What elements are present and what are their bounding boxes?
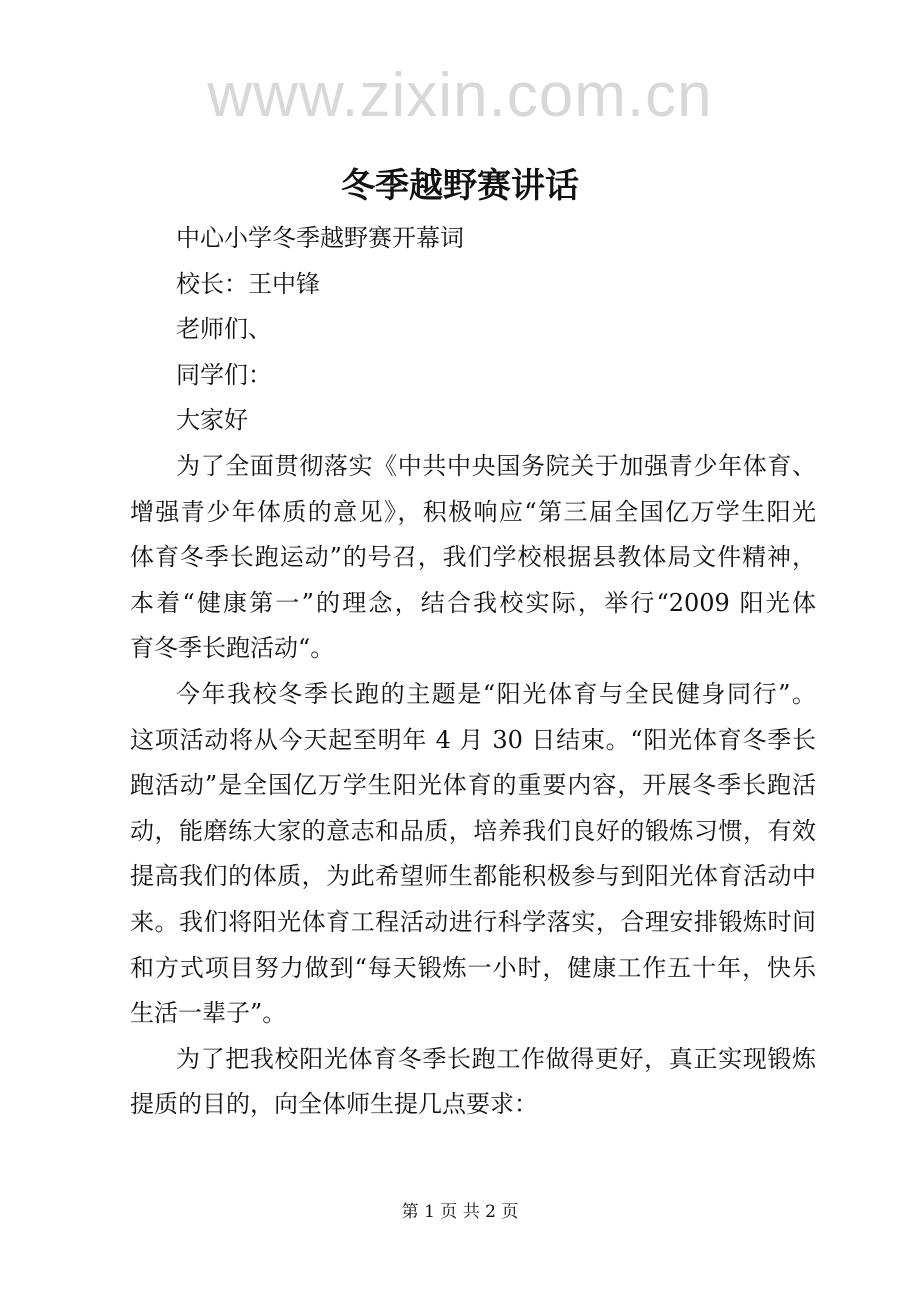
text-line: 跑活动”是全国亿万学生阳光体育的重要内容，开展冬季长跑活: [130, 771, 816, 800]
text-line: 生活一辈子”。: [130, 999, 287, 1028]
text-line: 增强青少年体质的意见》，积极响应“第三届全国亿万学生阳光: [130, 497, 816, 526]
text-line: 育冬季长跑活动“。: [130, 634, 335, 663]
paragraph: [130, 216, 816, 262]
paragraph: [130, 444, 816, 672]
text-line: 来。我们将阳光体育工程活动进行科学落实，合理安排锻炼时间: [130, 907, 816, 936]
document-body: [130, 216, 816, 1128]
paragraph: [130, 672, 816, 1037]
text-line: 提质的目的，向全体师生提几点要求：: [130, 1090, 538, 1119]
text-line: 为了把我校阳光体育冬季长跑工作做得更好，真正实现锻炼: [176, 1044, 816, 1073]
text-line: 校长：王中锋: [176, 269, 320, 298]
page-footer: 第 1 页 共 2 页: [401, 1202, 519, 1222]
text-line: 中心小学冬季越野赛开幕词: [176, 224, 464, 252]
text-line: 大家好: [176, 406, 248, 435]
watermark: www.zixin.com.cn: [207, 61, 713, 130]
text-line: 同学们：: [176, 360, 272, 389]
text-line: 今年我校冬季长跑的主题是“阳光体育与全民健身同行”。: [176, 679, 816, 708]
paragraph: [130, 353, 816, 399]
text-line: 体育冬季长跑运动”的号召，我们学校根据县教体局文件精神，: [130, 543, 816, 572]
text-line: 这项活动将从今天起至明年 4 月 30 日结束。“阳光体育冬季长: [130, 725, 816, 754]
text-line: 和方式项目努力做到“每天锻炼一小时，健康工作五十年，快乐: [130, 953, 816, 982]
paragraph: [130, 307, 816, 353]
text-line: 本着“健康第一”的理念，结合我校实际，举行“2009 阳光体: [130, 588, 816, 617]
text-line: 动，能磨练大家的意志和品质，培养我们良好的锻炼习惯，有效: [130, 816, 816, 845]
text-line: 老师们、: [176, 315, 272, 344]
paragraph: [130, 398, 816, 444]
document-title: 冬季越野赛讲话: [341, 166, 579, 206]
paragraph: [130, 262, 816, 308]
paragraph: [130, 1037, 816, 1128]
text-line: 为了全面贯彻落实《中共中央国务院关于加强青少年体育、: [176, 451, 816, 480]
text-line: 提高我们的体质，为此希望师生都能积极参与到阳光体育活动中: [130, 862, 816, 891]
